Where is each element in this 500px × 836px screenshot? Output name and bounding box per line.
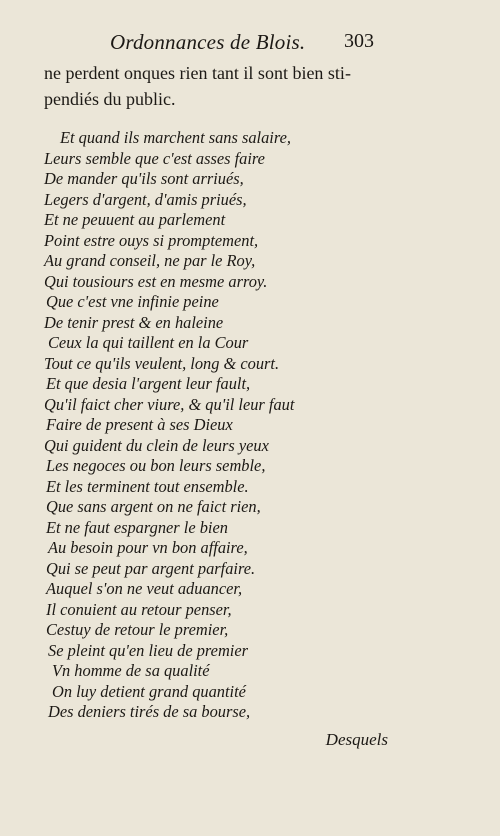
page-number: 303: [344, 30, 374, 52]
catchword: Desquels: [325, 730, 388, 749]
verse-line: Et ne faut espargner le bien: [46, 517, 228, 537]
prose-line: ne perdent onques rien tant il sont bien sti-: [44, 63, 351, 83]
verse-line: Ceux la qui taillent en la Cour: [48, 333, 249, 352]
prose-paragraph: [44, 60, 384, 112]
verse-line: Et que desia l'argent leur fault,: [46, 374, 251, 393]
verse-line: Qui guident du clein de leurs yeux: [44, 435, 269, 455]
verse-line: Et les terminent tout ensemble.: [46, 476, 249, 496]
verse-line: Au grand conseil, ne par le Roy,: [44, 251, 256, 270]
verse-line: Des deniers tirés de sa bourse,: [48, 702, 251, 721]
verse-line: On luy detient grand quantité: [52, 681, 246, 701]
verse-line: De tenir prest & en haleine: [44, 312, 224, 332]
verse-line: Leurs semble que c'est asses faire: [44, 148, 265, 168]
verse-line: Les negoces ou bon leurs semble,: [46, 456, 266, 475]
verse-line: Legers d'argent, d'amis priués,: [44, 189, 247, 209]
verse-line: Il conuient au retour penser,: [46, 599, 232, 619]
verse-line: Au besoin pour vn bon affaire,: [48, 538, 248, 557]
verse-line: Auquel s'on ne veut aduancer,: [46, 579, 243, 598]
verse-line: Qui tousiours est en mesme arroy.: [44, 271, 268, 291]
prose-line: pendiés du public.: [44, 89, 176, 109]
verse-line: Vn homme de sa qualité: [52, 661, 210, 680]
verse-block: [44, 128, 389, 723]
running-title: Ordonnances de Blois.: [110, 30, 306, 54]
verse-line: Et ne peuuent au parlement: [44, 210, 226, 229]
verse-line: Se pleint qu'en lieu de premier: [48, 640, 248, 660]
verse-line: Qui se peut par argent parfaire.: [46, 558, 256, 578]
verse-line: Qu'il faict cher viure, & qu'il leur faut: [44, 394, 295, 414]
verse-line: Que c'est vne infinie peine: [46, 292, 219, 311]
verse-line: De mander qu'ils sont arriués,: [44, 169, 244, 188]
verse-line: Que sans argent on ne faict rien,: [46, 497, 261, 516]
verse-line: Point estre ouys si promptement,: [44, 230, 259, 250]
page-header: [100, 26, 390, 56]
verse-line: Faire de present à ses Dieux: [46, 415, 233, 434]
verse-line: Cestuy de retour le premier,: [46, 620, 229, 639]
verse-line: Tout ce qu'ils veulent, long & court.: [44, 353, 280, 373]
verse-line: Et quand ils marchent sans salaire,: [60, 128, 291, 147]
